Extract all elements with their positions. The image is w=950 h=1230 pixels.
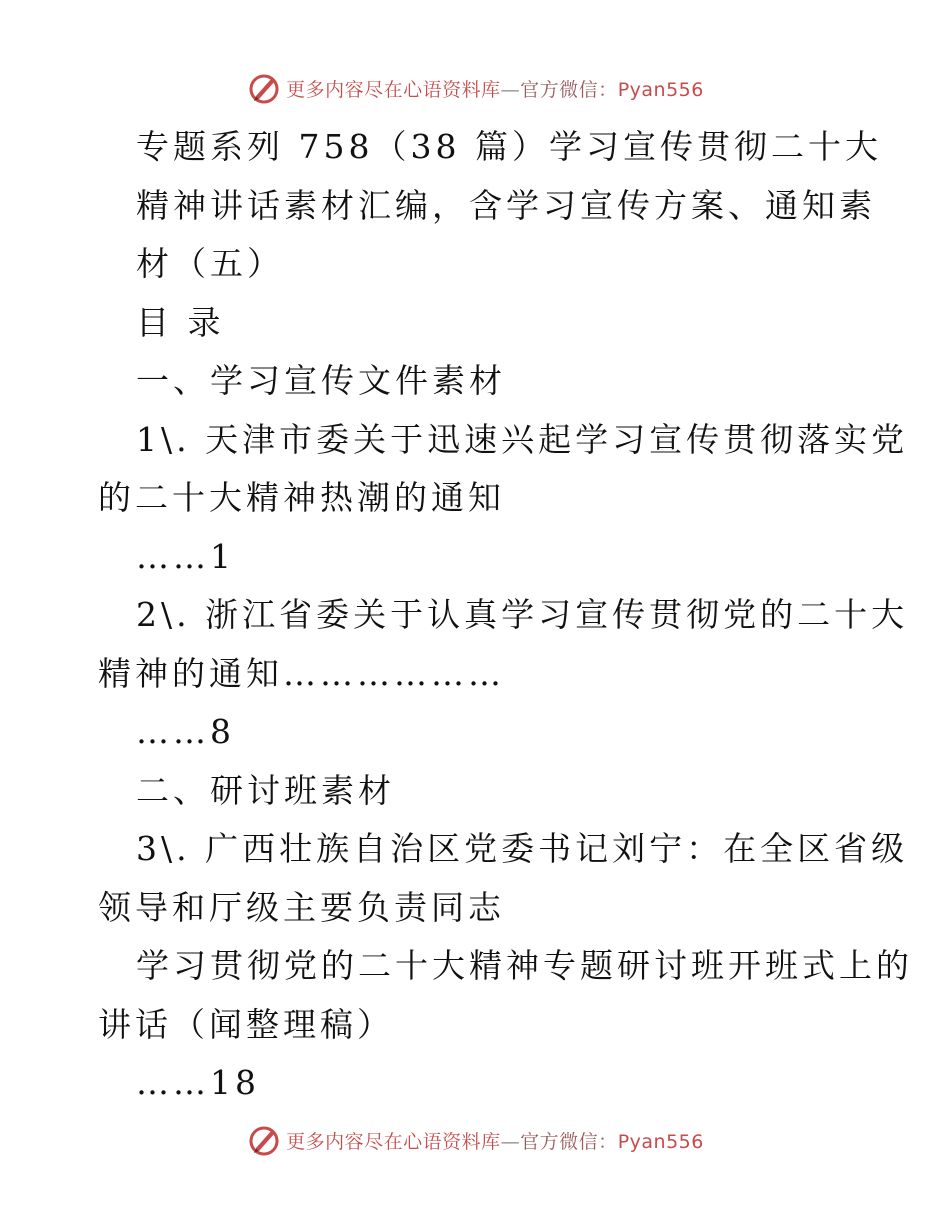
- pen-logo-icon: [246, 70, 282, 106]
- document-line: 精神讲话素材汇编，含学习宣传方案、通知素: [136, 185, 876, 225]
- watermark-separator: —: [500, 1130, 521, 1153]
- watermark-wechat-id: Pyan556: [617, 78, 704, 101]
- document-line: 3\. 广西壮族自治区党委书记刘宁：在全区省级: [136, 829, 909, 868]
- document-line: 讲话（闻整理稿）: [98, 1004, 394, 1044]
- watermark-banner-bottom: [0, 1120, 950, 1160]
- document-line: 1\. 天津市委关于迅速兴起学习宣传贯彻落实党: [136, 419, 909, 459]
- document-line: 的二十大精神热潮的通知: [98, 478, 505, 517]
- document-line: ……8: [136, 712, 235, 751]
- document-body: [98, 118, 913, 1113]
- watermark-site: 更多内容尽在心语资料库: [286, 1130, 501, 1153]
- document-line: 专题系列 758（38 篇）学习宣传贯彻二十大: [136, 127, 882, 166]
- document-line: 领导和厅级主要负责同志: [98, 887, 505, 927]
- watermark-wechat-id: Pyan556: [617, 1130, 704, 1153]
- document-line: 材（五）: [136, 244, 284, 283]
- watermark-site: 更多内容尽在心语资料库: [286, 78, 501, 101]
- document-line: ……18: [136, 1063, 260, 1102]
- document-line: 学习贯彻党的二十大精神专题研讨班开班式上的: [136, 946, 913, 985]
- document-line: 目 录: [136, 302, 225, 342]
- document-line: 二、研讨班素材: [136, 770, 395, 810]
- watermark-text: [286, 75, 704, 102]
- watermark-separator: —: [500, 78, 521, 101]
- document-line: 精神的通知………………: [98, 653, 505, 693]
- watermark-label: 官方微信：: [520, 78, 618, 101]
- watermark-banner-top: [0, 68, 950, 108]
- watermark-text: [286, 1127, 704, 1154]
- watermark-label: 官方微信：: [520, 1130, 618, 1153]
- pen-logo-icon: [246, 1122, 282, 1158]
- document-line: ……1: [136, 536, 235, 576]
- document-line: 2\. 浙江省委关于认真学习宣传贯彻党的二十大: [136, 595, 909, 634]
- document-line: 一、学习宣传文件素材: [136, 361, 506, 400]
